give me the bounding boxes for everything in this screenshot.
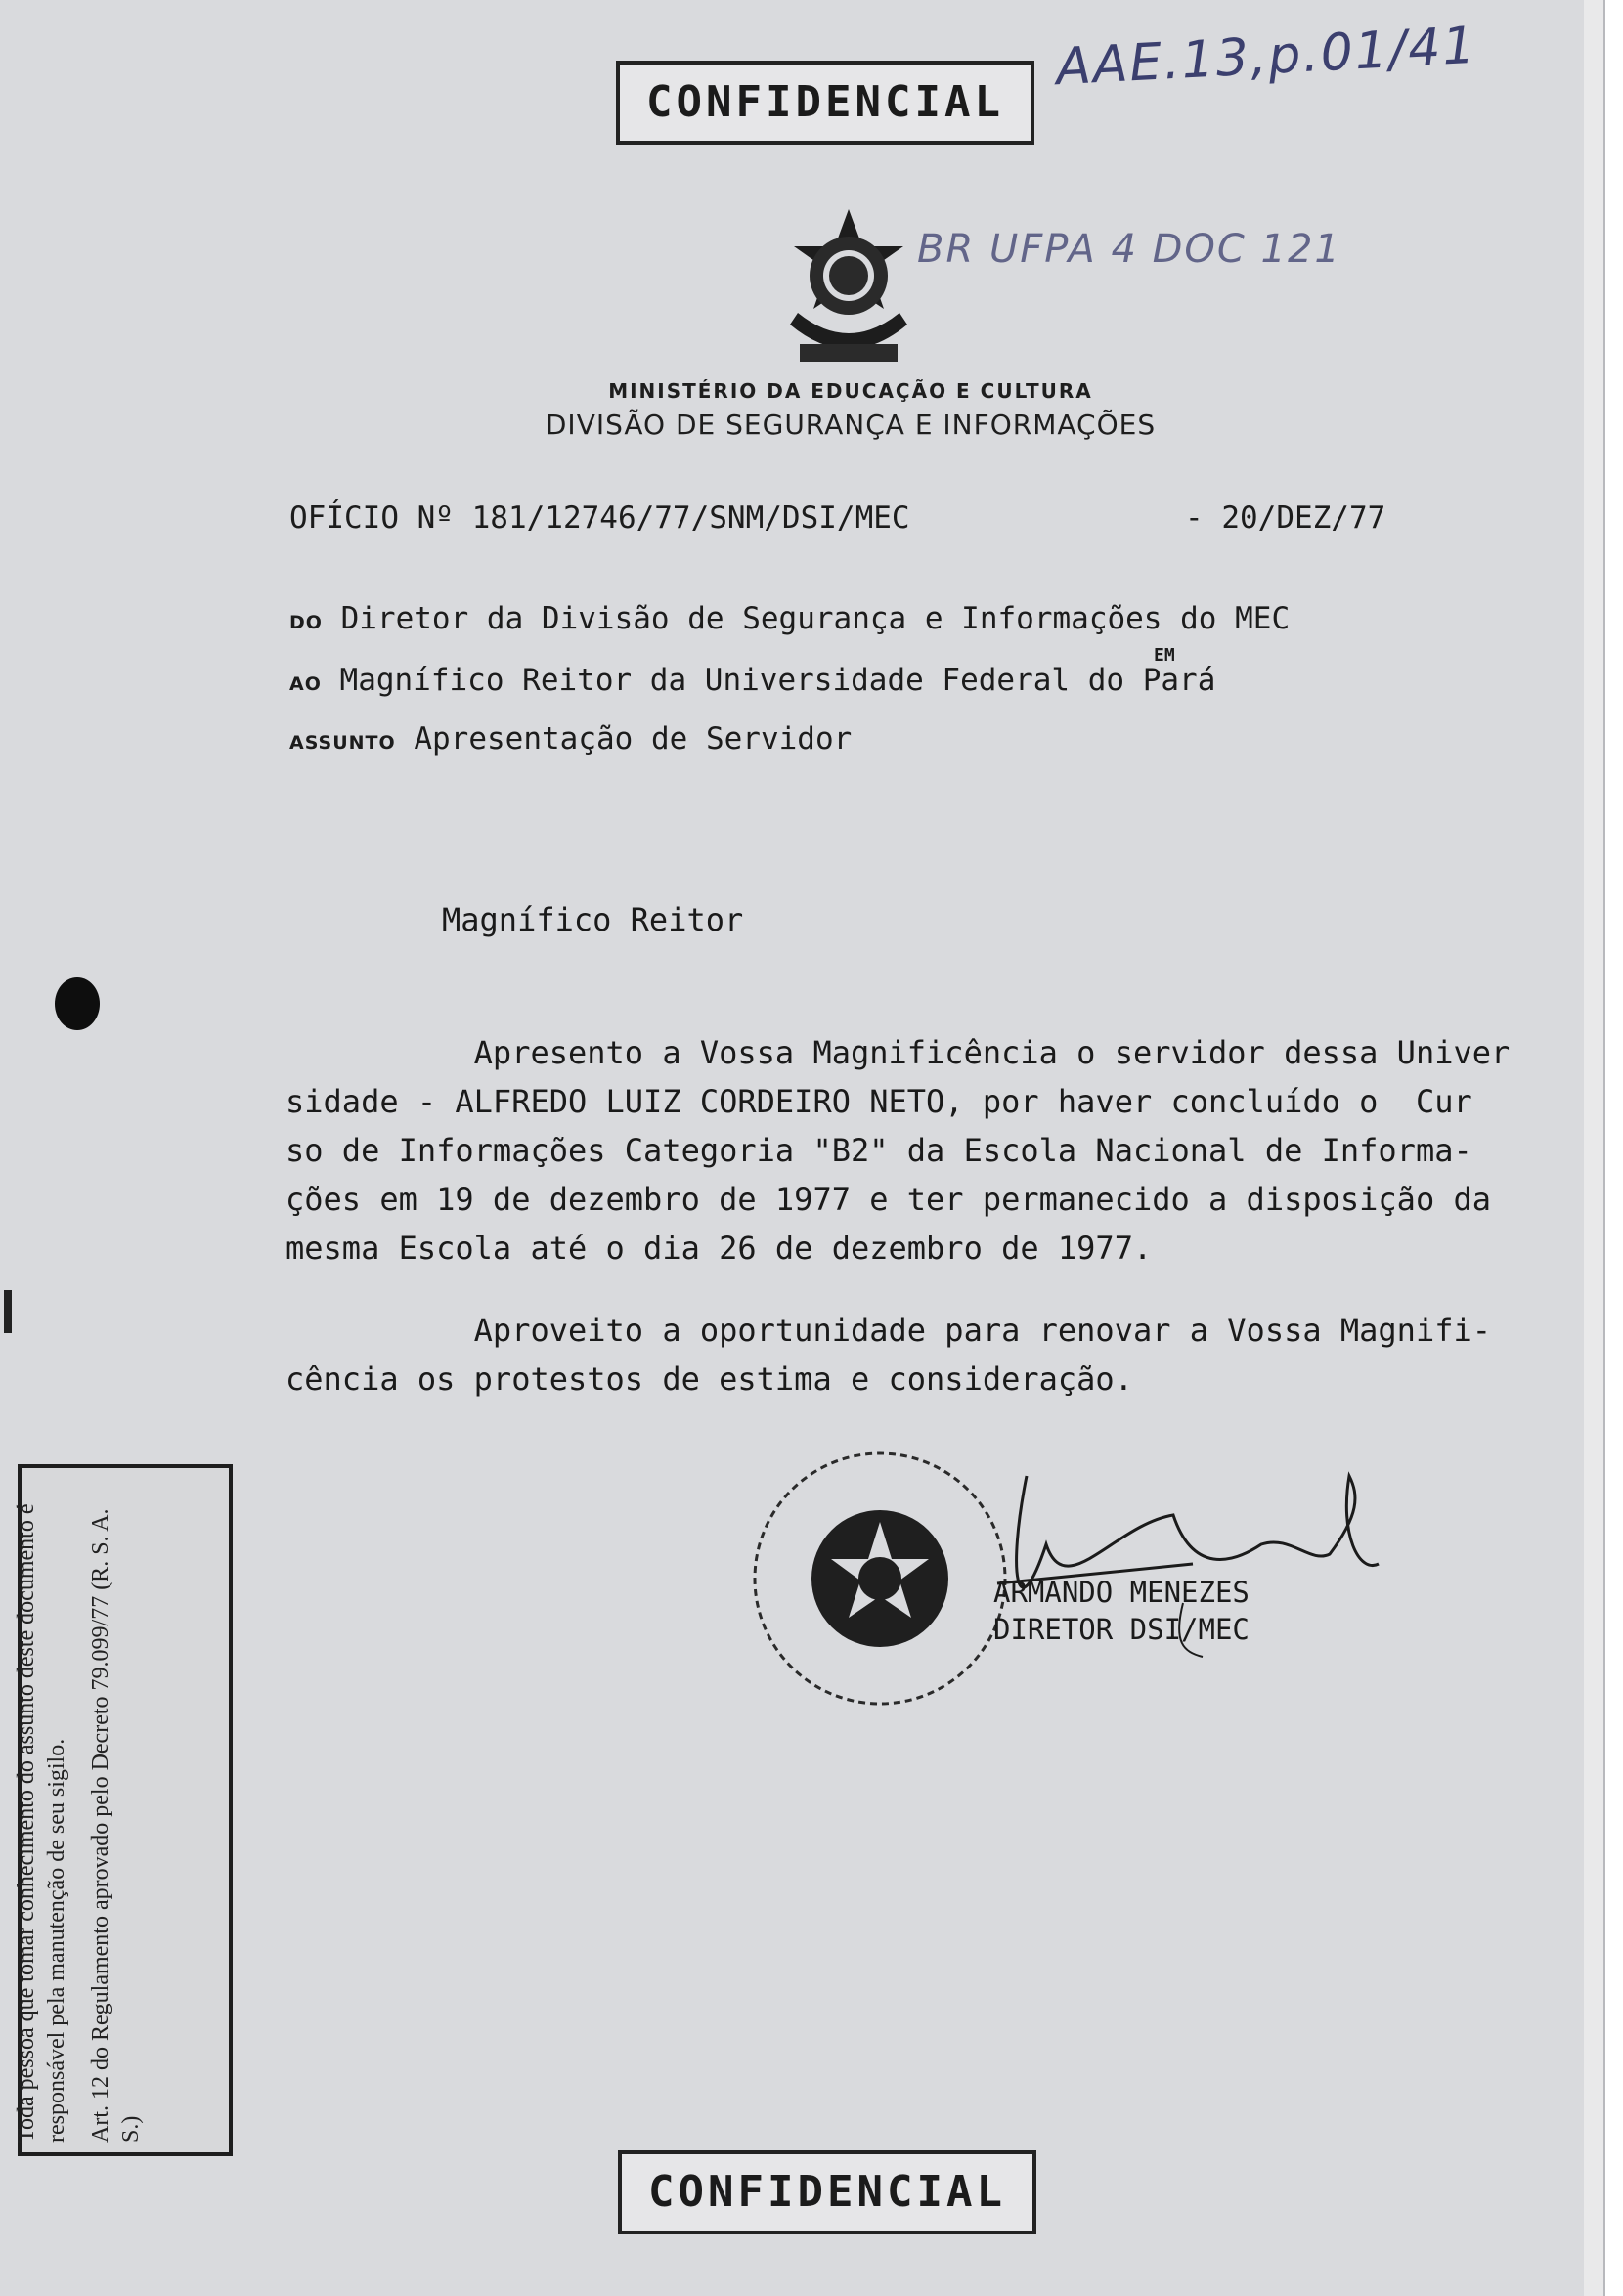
to-text: Magnífico Reitor da Universidade Federal do Pará	[339, 663, 1216, 698]
confidential-stamp-top: CONFIDENCIAL	[616, 61, 1034, 145]
notice-text: Toda pessoa que tomar conhecimento do assunto deste documento é responsável pela manutenção de seu sigilo.	[14, 1503, 69, 2143]
from-label: DO	[289, 612, 323, 633]
body-line: so de Informações Categoria "B2" da Escola Nacional de Informa-	[285, 1132, 1472, 1169]
signer-name: ARMANDO MENEZES	[993, 1576, 1250, 1609]
confidentiality-notice	[14, 1464, 233, 2156]
handwritten-document-ref: BR UFPA 4 DOC 121	[917, 227, 1341, 272]
body-line: Aproveito a oportunidade para renovar a Vossa Magnifi-	[285, 1312, 1491, 1349]
subject-line	[289, 721, 852, 757]
to-line	[289, 663, 1215, 698]
to-label: AO	[289, 673, 322, 695]
subject-text: Apresentação de Servidor	[414, 721, 853, 757]
punch-hole	[55, 977, 100, 1030]
from-text: Diretor da Divisão de Segurança e Informações do MEC	[340, 601, 1291, 636]
division-name: DIVISÃO DE SEGURANÇA E INFORMAÇÕES	[545, 409, 1157, 441]
confidential-stamp-bottom: CONFIDENCIAL	[618, 2150, 1036, 2234]
notice-legal-ref: Art. 12 do Regulamento aprovado pelo Decreto 79.099/77 (R. S. A. S.)	[88, 1508, 144, 2143]
ministry-name: MINISTÉRIO DA EDUCAÇÃO E CULTURA	[608, 379, 1093, 403]
inserted-em: EM	[1154, 645, 1175, 666]
salutation: Magnífico Reitor	[442, 901, 744, 938]
edge-mark	[4, 1290, 12, 1333]
body-line: ções em 19 de dezembro de 1977 e ter permanecido a disposição da	[285, 1181, 1491, 1218]
coat-of-arms-icon	[770, 207, 927, 373]
body-line: Apresento a Vossa Magnificência o servidor dessa Univer	[285, 1034, 1511, 1071]
body-line: mesma Escola até o dia 26 de dezembro de 1977.	[285, 1230, 1153, 1267]
handwritten-archive-ref: AAE.13,p.01/41	[1054, 16, 1478, 98]
from-line	[289, 601, 1290, 636]
page-edge	[1584, 0, 1603, 2296]
body-line: sidade - ALFREDO LUIZ CORDEIRO NETO, por haver concluído o Cur	[285, 1083, 1472, 1120]
oficio-date: - 20/DEZ/77	[1185, 500, 1386, 536]
oficio-number: OFÍCIO Nº 181/12746/77/SNM/DSI/MEC	[289, 500, 910, 536]
signer-title: DIRETOR DSI/MEC	[993, 1613, 1250, 1646]
body-line: cência os protestos de estima e consideração.	[285, 1361, 1133, 1398]
subject-label: ASSUNTO	[289, 732, 396, 754]
